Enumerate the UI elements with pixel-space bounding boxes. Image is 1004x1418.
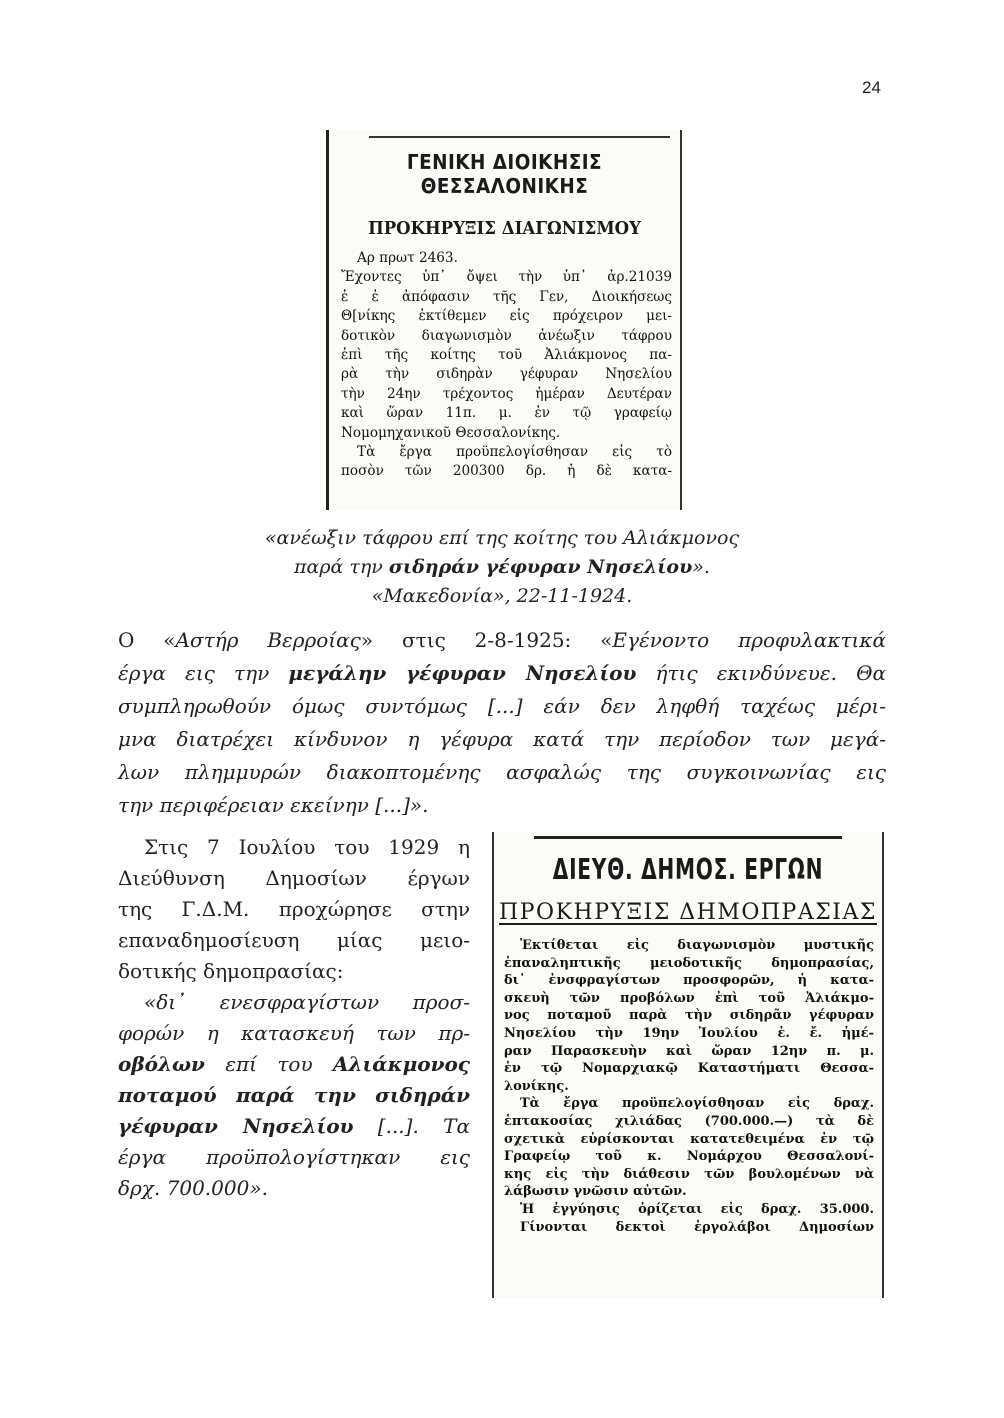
clipping-line: ἐπαναληπτικῆς μειοδοτικῆς δημοπρασίας,: [504, 955, 874, 971]
clipping-line: Γίνονται δεκτοὶ ἐργολάβοι Δημοσίων: [520, 1219, 874, 1235]
quote-text: Εγένοντο προφυλακτικά: [612, 628, 886, 652]
quote-bold: μεγάλην γέφυραν Νησελίου: [288, 661, 637, 685]
clipping-line: λονίκης.: [504, 1078, 569, 1094]
clipping-line: Τὰ ἔργα προϋπελογίσθησαν εἰς τὸ: [357, 444, 672, 461]
clipping-line: ποσὸν τῶν 200300 δρ. ἡ δὲ κατα-: [341, 463, 672, 480]
column-line: δοτικής δημοπρασίας:: [118, 959, 344, 983]
paragraph-line: [118, 624, 886, 657]
clipping-subheading: ΠΡΟΚΗΡΥΞΙΣ ΔΙΑΓΩΝΙΣΜΟΥ: [368, 218, 641, 239]
clipping-line: Ἔχοντες ὑπ᾽ ὄψει τὴν ὑπ᾽ ἀρ.21039: [341, 269, 672, 286]
paragraph-line: [118, 657, 886, 690]
clipping-caption: [200, 524, 804, 611]
quote-bold: οβόλων: [118, 1052, 205, 1076]
clipping-line: ρὰ τὴν σιδηρὰν γέφυραν Νησελίου: [341, 366, 672, 383]
paragraph-line: την περιφέρειαν εκείνην [...]».: [118, 793, 429, 817]
newspaper-clipping-1924: [326, 130, 682, 510]
clipping-line: ἐν τῷ Νομαρχιακῷ Καταστήματι Θεσσα-: [504, 1061, 874, 1077]
text-run: » στις 2-8-1925: «: [360, 628, 613, 652]
clipping-subheading: ΠΡΟΚΗΡΥΞΙΣ ΔΗΜΟΠΡΑΣΙΑΣ: [499, 900, 877, 925]
left-text-column: [118, 832, 470, 1204]
caption-line-2-bold: σιδηράν γέφυραν Νησελίου: [388, 556, 693, 578]
caption-line-2-post: ».: [692, 556, 710, 578]
clipping-line: ἑπτακοσίας χιλιάδας (700.000.—) τὰ δὲ: [504, 1113, 874, 1129]
clipping-line: ἐ ἐ ἀπόφασιν τῆς Γεν, Διοικήσεως: [341, 288, 672, 305]
column-line: ποταμού παρά την σιδηράν: [118, 1083, 470, 1107]
caption-line-1: «ανέωξιν τάφρου επί της κοίτης του Αλιάκμονος: [264, 527, 740, 549]
column-line: Στις 7 Ιουλίου του 1929 η: [144, 835, 470, 859]
paragraph-line: μνα διατρέχει κίνδυνον η γέφυρα κατά την περίοδον των μεγά-: [118, 727, 886, 751]
clipping-line: τὴν 24ην τρέχοντος ἡμέραν Δευτέραν: [341, 385, 672, 402]
clipping-body: [494, 937, 882, 1236]
column-line: [118, 1049, 470, 1080]
clipping-line: νος ποταμοῦ παρὰ τὴν σιδηρᾶν γέφυραν: [504, 1008, 874, 1024]
body-paragraph: [118, 624, 886, 822]
caption-source: «Μακεδονία», 22-11-1924.: [371, 585, 633, 607]
caption-line-2-pre: παρά την: [294, 556, 389, 578]
clipping-line: Ἐκτίθεται εἰς διαγωνισμὸν μυστικῆς: [520, 938, 874, 953]
clipping-line: ἐπὶ τῆς κοίτης τοῦ Ἀλιάκμονος πα-: [341, 347, 672, 364]
column-line: «δι᾽ ενεσφραγίστων προσ-: [144, 990, 470, 1014]
clipping-line: Αρ πρωτ 2463.: [357, 250, 458, 266]
clipping-line: Γραφείῳ τοῦ κ. Νομάρχου Θεσσαλονί-: [504, 1149, 874, 1165]
text-run: Ο «: [118, 628, 176, 652]
quote-bold: γέφυραν Νησελίου: [118, 1114, 354, 1138]
quote-text: ήτις εκινδύνευε. Θα: [636, 661, 887, 685]
newspaper-clipping-1929: [492, 832, 884, 1298]
column-line: δρχ. 700.000».: [118, 1176, 268, 1200]
quote-text: έργα εις την: [118, 661, 289, 685]
clipping-body: [329, 249, 680, 482]
clipping-line: κης εἰς τὴν διάθεσιν τῶν βουλομένων νὰ: [504, 1166, 874, 1182]
column-line: [118, 1111, 470, 1142]
clipping-line: λάβωσιν γνῶσιν αὐτῶν.: [504, 1184, 687, 1200]
clipping-line: Ἡ ἐγγύησις ὁρίζεται εἰς δραχ. 35.000.: [520, 1201, 874, 1217]
clipping-line: Θ[νίκης ἐκτίθεμεν εἰς πρόχειρον μει-: [341, 308, 672, 325]
column-line: φορών η κατασκευή των πρ-: [118, 1021, 470, 1045]
quote-text: [...]. Τα: [353, 1114, 470, 1138]
clipping-line: δι᾽ ἐνσφραγίστων προσφορῶν, ἡ κατα-: [504, 973, 874, 989]
clipping-top-rule: [534, 836, 842, 839]
clipping-line: σκευὴ τῶν προβόλων ἐπὶ τοῦ Ἀλιάκμο-: [504, 990, 874, 1006]
page-number: 24: [862, 78, 881, 97]
quote-text: επί του: [204, 1052, 334, 1076]
column-line: επαναδημοσίευση μίας μειο-: [118, 928, 470, 952]
newspaper-name: Αστήρ Βερροίας: [175, 628, 361, 652]
column-line: Διεύθυνση Δημοσίων έργων: [118, 866, 470, 890]
clipping-line: δοτικὸν διαγωνισμὸν ἀνέωξιν τάφρου: [341, 327, 672, 344]
paragraph-line: λων πλημμυρών διακοπτομένης ασφαλώς της συγκοινωνίας εις: [118, 760, 886, 784]
clipping-line: Νησελίου τὴν 19ην Ἰουλίου ἐ. ἔ. ἡμέ-: [504, 1025, 874, 1041]
clipping-line: ραν Παρασκευὴν καὶ ὥραν 12ην π. μ.: [504, 1043, 874, 1059]
paragraph-line: συμπληρωθούν όμως συντόμως [...] εάν δεν ληφθή ταχέως μέρι-: [118, 694, 886, 718]
column-line: έργα προϋπολογίστηκαν εις: [118, 1145, 470, 1169]
clipping-heading: ΔΙΕΥΘ. ΔΗΜΟΣ. ΕΡΓΩΝ: [552, 853, 824, 886]
clipping-line: Τὰ ἔργα προϋπελογίσθησαν εἰς δραχ.: [520, 1096, 874, 1112]
column-line: της Γ.Δ.Μ. προχώρησε στην: [118, 897, 470, 921]
clipping-heading: ΓΕΝΙΚΗ ΔΙΟΙΚΗΣΙΣ ΘΕΣΣΑΛΟΝΙΚΗΣ: [406, 150, 603, 198]
clipping-line: καὶ ὥραν 11π. μ. ἐν τῷ γραφείῳ: [341, 405, 672, 422]
clipping-line: Νομομηχανικοῦ Θεσσαλονίκης.: [341, 424, 561, 441]
clipping-line: σχετικὰ εὑρίσκονται κατατεθειμένα ἐν τῷ: [504, 1131, 874, 1147]
clipping-top-rule: [369, 136, 670, 138]
quote-bold: Αλιάκμονος: [333, 1052, 470, 1076]
